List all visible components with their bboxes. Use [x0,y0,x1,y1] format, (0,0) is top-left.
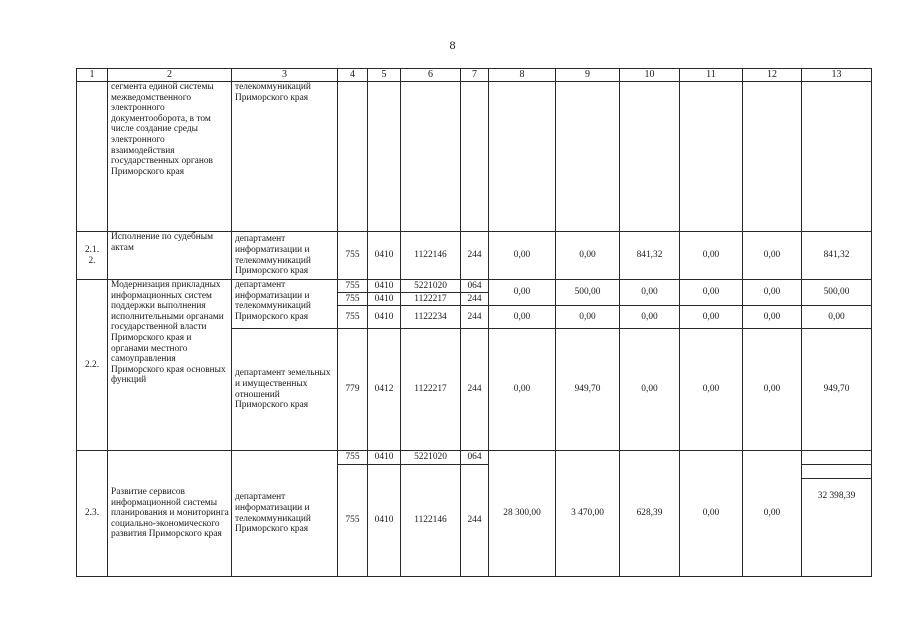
row-number: 2.2. [77,280,108,451]
cell: 28 300,00 [489,451,556,577]
column-header: 12 [743,69,802,82]
cell: 244 [461,293,489,306]
cell: 244 [461,306,489,329]
cell: 0410 [368,451,401,465]
cell: 0,00 [489,306,556,329]
cell: 841,32 [620,232,680,280]
column-header: 4 [338,69,368,82]
cell: 0,00 [743,232,802,280]
cell: 0,00 [489,280,556,306]
cell: 244 [461,232,489,280]
column-header: 5 [368,69,401,82]
cell: 628,39 [620,451,680,577]
cell: 0,00 [680,306,743,329]
column-header: 8 [489,69,556,82]
cell: 1122217 [401,329,461,451]
cell: 0410 [368,232,401,280]
column-header: 3 [232,69,338,82]
cell: 0410 [368,280,401,293]
cell: 755 [338,293,368,306]
cell: 244 [461,465,489,577]
department: департамент информатизации и телекоммуникаций Приморского края [232,451,338,577]
row-number: 2.1. 2. [77,232,108,280]
cell: 0,00 [680,451,743,577]
activity-name: сегмента единой системы межведомственного электронного документооборота, в том числе создание среды электронного взаимодействия государственных органов Приморского края [108,82,232,232]
cell: 1122146 [401,232,461,280]
cell: 1122234 [401,306,461,329]
cell: 0410 [368,306,401,329]
cell: 064 [461,451,489,465]
cell: 0,00 [620,306,680,329]
cell: 949,70 [556,329,620,451]
cell: 3 470,00 [556,451,620,577]
table-header-row [77,69,872,82]
cell: 0410 [368,293,401,306]
cell: 755 [338,465,368,577]
cell: 0,00 [680,280,743,306]
cell: 0,00 [802,306,872,329]
table-row [77,451,872,465]
department: департамент информатизации и телекоммуникаций Приморского края [232,232,338,280]
table-row [77,82,872,232]
page-number: 8 [449,38,456,52]
row-number: 2.3. [77,451,108,577]
column-header: 9 [556,69,620,82]
cell: 755 [338,280,368,293]
cell: 0,00 [680,232,743,280]
cell: 0,00 [489,329,556,451]
cell: 0,00 [556,306,620,329]
column-header: 2 [108,69,232,82]
cell: 755 [338,451,368,465]
cell: 244 [461,329,489,451]
cell: 0,00 [743,280,802,306]
budget-table [76,68,872,577]
cell: 0,00 [620,280,680,306]
cell: 0,00 [620,329,680,451]
cell: 0,00 [680,329,743,451]
table-row [77,232,872,280]
cell: 841,32 [802,232,872,280]
cell: 1122146 [401,465,461,577]
cell: 755 [338,306,368,329]
department: департамент земельных и имущественных отношений Приморского края [232,329,338,451]
cell: 1122217 [401,293,461,306]
cell: 949,70 [802,329,872,451]
cell: 755 [338,232,368,280]
cell: 5221020 [401,451,461,465]
cell: 0,00 [743,451,802,577]
cell: 0,00 [556,232,620,280]
activity-name: Развитие сервисов информационной системы планирования и мониторинга социально-экономического развития Приморского края [108,451,232,577]
cell: 500,00 [556,280,620,306]
cell: 064 [461,280,489,293]
department: департамент информатизации и телекоммуникаций Приморского края [232,280,338,329]
column-header: 13 [802,69,872,82]
department: телекоммуникаций Приморского края [232,82,338,232]
cell: 0,00 [743,306,802,329]
cell: 0410 [368,465,401,577]
activity-name: Исполнение по судебным актам [108,232,232,280]
cell: 0,00 [489,232,556,280]
cell: 0,00 [743,329,802,451]
cell: 779 [338,329,368,451]
cell: 500,00 [802,280,872,306]
cell: 32 398,39 [802,479,872,577]
cell: 0412 [368,329,401,451]
table-row [77,280,872,293]
column-header: 6 [401,69,461,82]
activity-name: Модернизация прикладных информационных систем поддержки выполнения исполнительными органами государственной власти Приморского края и органами местного самоуправления Приморского края основных функций [108,280,232,451]
column-header: 10 [620,69,680,82]
cell: 5221020 [401,280,461,293]
column-header: 1 [77,69,108,82]
column-header: 11 [680,69,743,82]
column-header: 7 [461,69,489,82]
